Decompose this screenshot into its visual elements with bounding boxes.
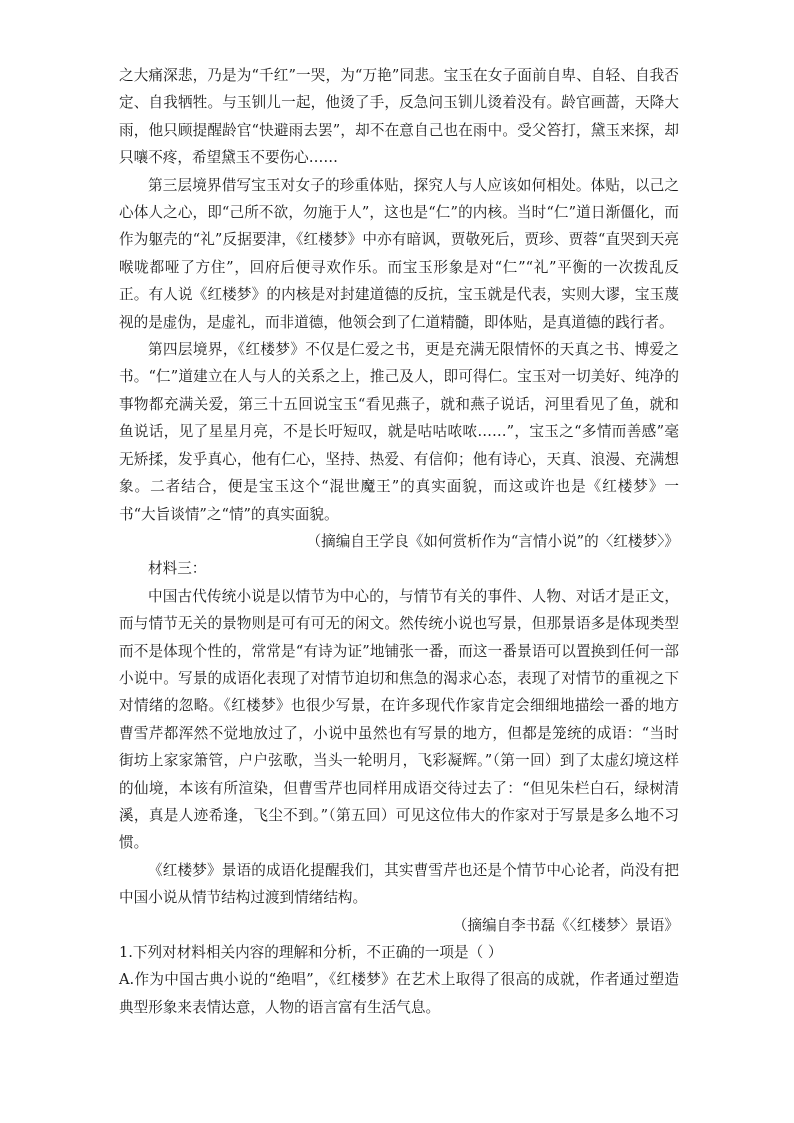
source-note-2: （摘编自李书磊《〈红楼梦〉景语》 [452,916,679,934]
option-a: A.作为中国古典小说的“绝唱”，《红楼梦》在艺术上取得了很高的成就，作者通过塑造典型形象来表情达意，人物的语言富有生活气息。 [119,971,679,1016]
source-note-1: （摘编自王学良《如何赏析作为“言情小说”的〈红楼梦〉》 [306,532,679,550]
material-3-heading: 材料三： [148,560,207,578]
paragraph-material-3-conclusion: 《红楼梦》景语的成语化提醒我们，其实曹雪芹也还是个情节中心论者，尚没有把中国小说从情节结构过渡到情绪结构。 [119,861,679,907]
document-page [119,62,679,1021]
paragraph-continuation: 之大痛深悲，乃是为“千红”一哭，为“万艳”同悲。宝玉在女子面前自卑、自轻、自我否定、自我牺牲。与玉钏儿一起，他烫了手，反急问玉钏儿烫着没有。龄官画蔷，天降大雨，他只顾提醒龄官“快避雨去罢”，却不在意自己也在雨中。受父笞打，黛玉来探，却只嚷不疼，希望黛玉不要伤心…… [119,67,679,167]
question-1: 1.下列对材料相关内容的理解和分析，不正确的一项是（ ） [119,944,503,961]
paragraph-fourth-level: 第四层境界，《红楼梦》不仅是仁爱之书，更是充满无限情怀的天真之书、博爱之书。“仁”道建立在人与人的关系之上，推己及人，即可得仁。宝玉对一切美好、纯净的事物都充满关爱，第三十五回说宝玉“看见燕子，就和燕子说话，河里看见了鱼，就和鱼说话，见了星星月亮，不是长吁短叹，就是咕咕哝哝……”，宝玉之“多情而善感”毫无矫揉，发乎真心，他有仁心，坚持、热爱、有信仰；他有诗心，天真、浪漫、充满想象。二者结合，便是宝玉这个“混世魔王”的真实面貌，而这或许也是《红楼梦》一书“大旨谈情”之“情”的真实面貌。 [119,341,679,523]
paragraph-third-level: 第三层境界借写宝玉对女子的珍重体贴，探究人与人应该如何相处。体贴，以己之心体人之心，即“己所不欲，勿施于人”，这也是“仁”的内核。当时“仁”道日渐僵化，而作为躯壳的“礼”反据要津，《红楼梦》中亦有暗讽，贾敬死后，贾珍、贾蓉“直哭到天亮喉咙都哑了方住”，回府后便寻欢作乐。而宝玉形象是对“仁”“礼”平衡的一次拨乱反正。有人说《红楼梦》的内核是对封建道德的反抗，宝玉就是代表，实则大谬，宝玉蔑视的是虚伪，是虚礼，而非道德，他领会到了仁道精髓，即体贴，是真道德的践行者。 [119,176,679,331]
paragraph-material-3: 中国古代传统小说是以情节为中心的，与情节有关的事件、人物、对话才是正文，而与情节无关的景物则是可有可无的闲文。然传统小说也写景，但那景语多是体现类型而不是体现个性的，常常是“有诗为证”地铺张一番，而这一番景语可以置换到任何一部小说中。写景的成语化表现了对情节迫切和焦急的渴求心态，表现了对情节的重视之下对情绪的忽略。《红楼梦》也很少写景，在许多现代作家肯定会细细地描绘一番的地方曹雪芹都浑然不觉地放过了，小说中虽然也有写景的地方，但都是笼统的成语：“当时街坊上家家箫管，户户弦歌，当头一轮明月，飞彩凝辉。”（第一回）到了太虚幻境这样的仙境，本该有所渲染，但曹雪芹也同样用成语交待过去了：“但见朱栏白石，绿树清溪，真是人迹希逢，飞尘不到。”（第五回）可见这位伟大的作家对于写景是多么地不习惯。 [119,587,679,852]
